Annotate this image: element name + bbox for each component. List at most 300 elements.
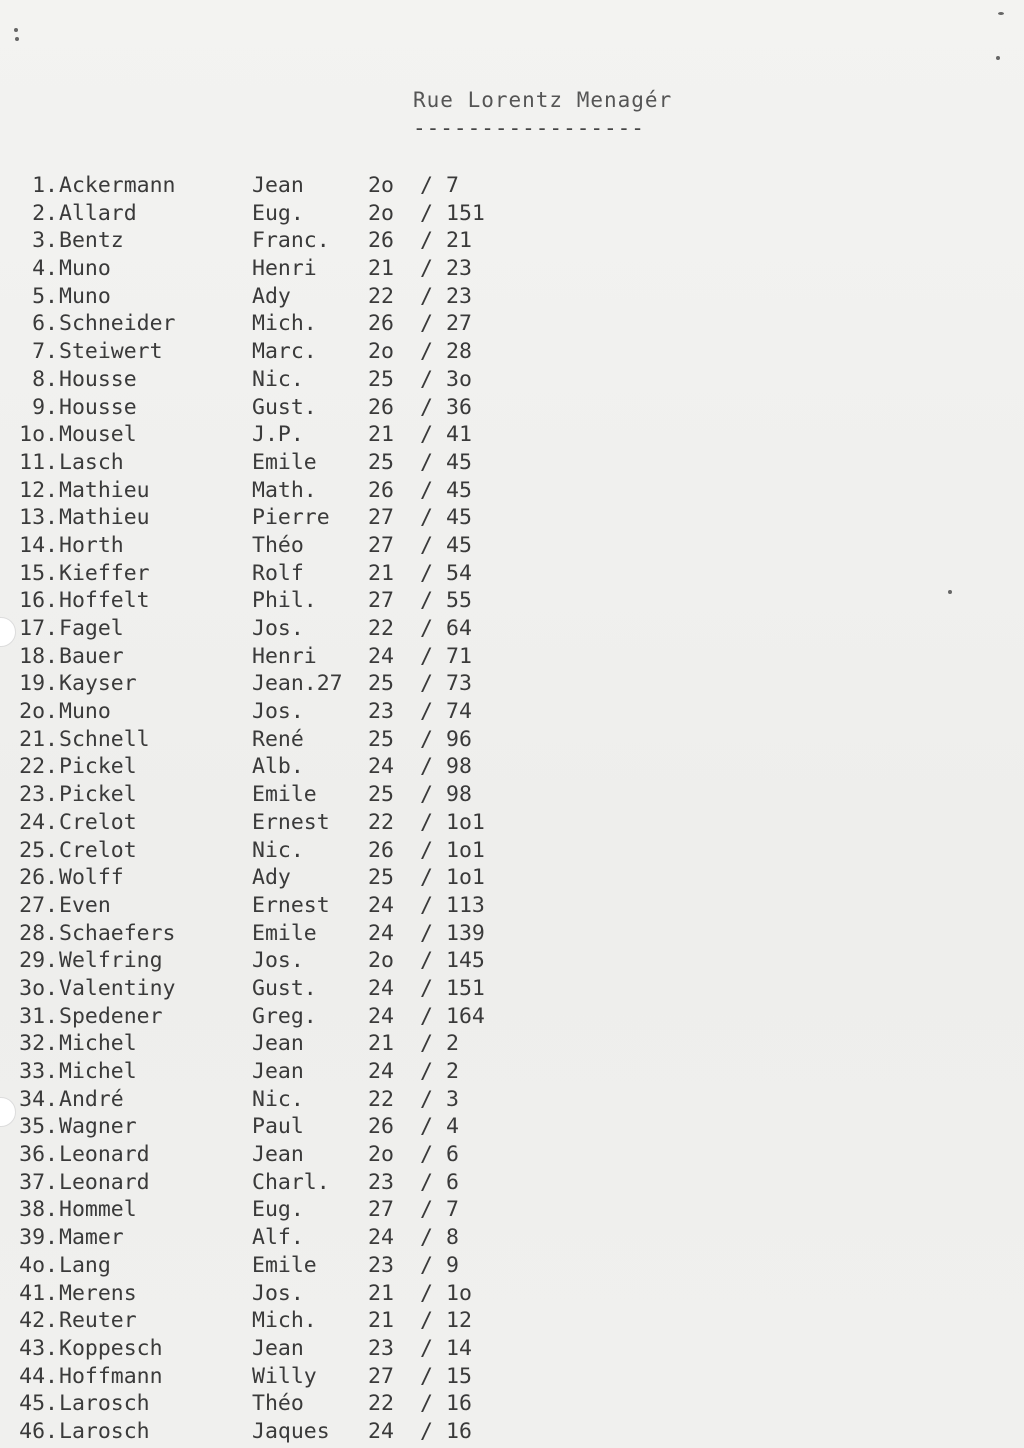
entry-number: 37. [19,1169,58,1195]
entry-separator: / [420,1252,433,1278]
list-item [0,504,560,532]
entry-house-number: 45 [446,505,472,531]
entry-house-number: 71 [446,643,472,669]
entry-surname: Even [59,892,111,918]
entry-firstname: Nic. [252,366,304,392]
entry-separator: / [420,699,433,725]
entry-house-number: 28 [446,339,472,365]
list-item [0,1335,560,1363]
entry-house-number: 98 [446,782,472,808]
entry-number: 19. [19,671,58,697]
entry-separator: / [420,1059,433,1084]
entry-house-number: 74 [446,699,472,725]
entry-separator: / [420,1280,433,1306]
entry-separator: / [420,1308,433,1334]
entry-firstname: Mich. [252,1308,317,1334]
entry-firstname: Jean [252,1335,304,1361]
entry-house-number: 1o [446,1280,472,1306]
entry-surname: Steiwert [59,339,163,365]
entry-age: 21 [368,256,394,282]
list-item [0,283,560,311]
entry-number: 46. [19,1418,58,1444]
entry-house-number: 15 [446,1363,472,1389]
entry-number: 38. [19,1197,58,1223]
entry-house-number: 27 [446,311,472,337]
entry-separator: / [420,1086,433,1112]
entry-age: 2o [368,173,394,198]
entry-number: 31. [19,1003,58,1029]
entry-firstname: Ernest [252,809,330,835]
entry-firstname: Jos. [252,616,304,641]
entry-firstname: Charl. [252,1169,330,1195]
entry-age: 24 [368,1225,394,1251]
entry-surname: Crelot [59,809,137,835]
entry-surname: Mamer [59,1225,124,1251]
list-item [0,837,560,865]
entry-number: 33. [19,1059,58,1084]
ink-speck [15,37,19,41]
entry-number: 17. [19,616,58,641]
entry-surname: Fagel [59,616,124,641]
list-item [0,947,560,975]
entry-house-number: 36 [446,394,472,420]
entry-firstname: Emile [252,449,317,475]
entry-age: 26 [368,1114,394,1140]
entry-number: 44. [19,1363,58,1389]
entry-separator: / [420,920,433,946]
list-item [0,1003,560,1031]
entry-firstname: Ady [252,865,291,891]
entry-separator: / [420,560,433,586]
ink-speck [948,590,952,594]
entry-surname: Leonard [59,1142,150,1168]
entry-separator: / [420,892,433,918]
list-item [0,670,560,698]
entry-surname: Pickel [59,782,137,808]
entry-number: 24. [19,809,58,835]
entry-surname: Allard [59,200,137,226]
entry-separator: / [420,948,433,974]
list-item [0,1030,560,1058]
entry-firstname: Emile [252,782,317,808]
entry-age: 24 [368,1418,394,1444]
entry-house-number: 16 [446,1391,472,1417]
entry-house-number: 3o [446,366,472,392]
entry-firstname: Jean.27 [252,671,343,697]
entry-number: 18. [19,643,58,669]
list-item [0,1252,560,1280]
list-item [0,1058,560,1086]
entry-house-number: 16 [446,1418,472,1444]
entry-number: 26. [19,865,58,891]
entry-surname: Horth [59,532,124,558]
entry-house-number: 1o1 [446,865,485,891]
entry-number: 9. [32,394,58,420]
entry-number: 21. [19,726,58,752]
entry-separator: / [420,616,433,641]
entry-surname: Ackermann [59,173,176,198]
entry-house-number: 98 [446,754,472,780]
entry-house-number: 45 [446,477,472,503]
entry-house-number: 4 [446,1114,459,1140]
entry-separator: / [420,339,433,365]
list-item [0,587,560,615]
list-item [0,892,560,920]
entry-age: 26 [368,228,394,254]
entry-separator: / [420,754,433,780]
entry-separator: / [420,1003,433,1029]
entry-separator: / [420,1031,433,1057]
entry-age: 27 [368,532,394,558]
entry-firstname: Eug. [252,1197,304,1223]
entry-separator: / [420,200,433,226]
list-item [0,532,560,560]
entry-number: 32. [19,1031,58,1057]
entry-separator: / [420,1197,433,1223]
entry-surname: Larosch [59,1391,150,1417]
list-item [0,643,560,671]
list-item [0,1280,560,1308]
entry-number: 39. [19,1225,58,1251]
entry-firstname: Paul [252,1114,304,1140]
entry-surname: Crelot [59,837,137,863]
document-title: Rue Lorentz Menagér [413,88,673,112]
entry-house-number: 73 [446,671,472,697]
entry-number: 7. [32,339,58,365]
entry-firstname: Nic. [252,837,304,863]
list-item [0,310,560,338]
entry-age: 25 [368,726,394,752]
entry-surname: Merens [59,1280,137,1306]
entry-separator: / [420,837,433,863]
ink-speck [14,28,18,32]
entry-surname: Michel [59,1059,137,1084]
entry-surname: Bentz [59,228,124,254]
entry-surname: Lasch [59,449,124,475]
list-item [0,366,560,394]
entry-separator: / [420,228,433,254]
entry-separator: / [420,1225,433,1251]
entry-age: 21 [368,1031,394,1057]
entry-age: 2o [368,200,394,226]
entry-age: 27 [368,1197,394,1223]
list-item [0,615,560,643]
entry-number: 45. [19,1391,58,1417]
entry-house-number: 7 [446,173,459,198]
entry-separator: / [420,1142,433,1168]
entry-number: 42. [19,1308,58,1334]
entry-age: 22 [368,1086,394,1112]
list-item [0,809,560,837]
entry-house-number: 45 [446,449,472,475]
entry-firstname: Jean [252,1031,304,1057]
entry-age: 24 [368,975,394,1001]
entry-surname: Michel [59,1031,137,1057]
entry-surname: Housse [59,366,137,392]
entry-separator: / [420,256,433,282]
entry-surname: Koppesch [59,1335,163,1361]
entry-house-number: 2 [446,1059,459,1084]
entry-separator: / [420,975,433,1001]
entry-number: 11. [19,449,58,475]
entry-number: 4. [32,256,58,282]
entry-firstname: Jos. [252,699,304,725]
entry-age: 21 [368,1308,394,1334]
entry-surname: Hoffmann [59,1363,163,1389]
entry-separator: / [420,726,433,752]
entry-house-number: 12 [446,1308,472,1334]
entry-number: 41. [19,1280,58,1306]
entry-number: 22. [19,754,58,780]
entry-number: 29. [19,948,58,974]
entry-house-number: 8 [446,1225,459,1251]
entry-firstname: Jean [252,1142,304,1168]
entry-number: 8. [32,366,58,392]
entry-firstname: Math. [252,477,317,503]
list-item [0,1086,560,1114]
list-item [0,1196,560,1224]
entry-firstname: Emile [252,920,317,946]
entry-number: 15. [19,560,58,586]
entry-house-number: 7 [446,1197,459,1223]
entry-separator: / [420,1418,433,1444]
entry-surname: Larosch [59,1418,150,1444]
entry-firstname: Théo [252,532,304,558]
entry-surname: Hommel [59,1197,137,1223]
entry-separator: / [420,283,433,309]
list-item [0,172,560,200]
entry-age: 22 [368,1391,394,1417]
list-item [0,560,560,588]
list-item [0,864,560,892]
entry-age: 26 [368,837,394,863]
entry-number: 23. [19,782,58,808]
list-item [0,1169,560,1197]
entry-house-number: 96 [446,726,472,752]
entry-age: 27 [368,1363,394,1389]
entry-age: 21 [368,422,394,448]
entry-separator: / [420,782,433,808]
entry-number: 28. [19,920,58,946]
entry-number: 27. [19,892,58,918]
entry-number: 16. [19,588,58,614]
entry-firstname: Ernest [252,892,330,918]
list-item [0,1113,560,1141]
entry-age: 2o [368,1142,394,1168]
list-item [0,200,560,228]
entry-separator: / [420,809,433,835]
entry-house-number: 41 [446,422,472,448]
entry-surname: Kieffer [59,560,150,586]
entry-age: 22 [368,283,394,309]
entry-age: 25 [368,449,394,475]
entry-number: 36. [19,1142,58,1168]
list-item [0,726,560,754]
title-underline: ----------------- [413,116,645,140]
entry-number: 12. [19,477,58,503]
entry-house-number: 21 [446,228,472,254]
entry-surname: Reuter [59,1308,137,1334]
entry-age: 23 [368,1335,394,1361]
entry-firstname: Jean [252,173,304,198]
entry-separator: / [420,1114,433,1140]
entry-surname: Valentiny [59,975,176,1001]
entry-firstname: Jos. [252,1280,304,1306]
entry-number: 1. [32,173,58,198]
entry-separator: / [420,173,433,198]
entry-number: 34. [19,1086,58,1112]
entry-number: 3. [32,228,58,254]
entry-firstname: Alf. [252,1225,304,1251]
entry-separator: / [420,671,433,697]
entry-number: 4o. [19,1252,58,1278]
entry-age: 22 [368,616,394,641]
entry-age: 26 [368,477,394,503]
ink-speck [996,56,1000,60]
list-item [0,338,560,366]
entry-age: 2o [368,339,394,365]
entry-firstname: Mich. [252,311,317,337]
entry-firstname: Phil. [252,588,317,614]
entry-house-number: 164 [446,1003,485,1029]
entry-house-number: 2 [446,1031,459,1057]
entry-house-number: 55 [446,588,472,614]
entry-house-number: 113 [446,892,485,918]
list-item [0,975,560,1003]
list-item [0,920,560,948]
entry-age: 22 [368,809,394,835]
entry-house-number: 23 [446,283,472,309]
entry-surname: Muno [59,699,111,725]
list-item [0,1307,560,1335]
entry-age: 25 [368,782,394,808]
entry-separator: / [420,366,433,392]
entry-house-number: 1o1 [446,837,485,863]
entry-firstname: Pierre [252,505,330,531]
entry-firstname: Greg. [252,1003,317,1029]
entry-surname: Schneider [59,311,176,337]
entry-separator: / [420,505,433,531]
entry-firstname: Willy [252,1363,317,1389]
entry-surname: Mathieu [59,505,150,531]
entry-separator: / [420,449,433,475]
entry-number: 3o. [19,975,58,1001]
entry-surname: Hoffelt [59,588,150,614]
entry-firstname: Henri [252,256,317,282]
entry-age: 27 [368,505,394,531]
entry-separator: / [420,311,433,337]
entry-house-number: 145 [446,948,485,974]
entry-age: 24 [368,892,394,918]
entry-separator: / [420,422,433,448]
entry-surname: Bauer [59,643,124,669]
entry-age: 23 [368,1169,394,1195]
list-item [0,1141,560,1169]
entry-firstname: Théo [252,1391,304,1417]
entry-number: 43. [19,1335,58,1361]
entry-separator: / [420,1169,433,1195]
entry-surname: Schnell [59,726,150,752]
list-item [0,698,560,726]
entry-firstname: Gust. [252,975,317,1001]
entry-surname: Leonard [59,1169,150,1195]
entry-surname: Lang [59,1252,111,1278]
entry-separator: / [420,865,433,891]
entry-house-number: 151 [446,200,485,226]
list-item [0,753,560,781]
entry-age: 24 [368,754,394,780]
entry-age: 23 [368,1252,394,1278]
list-item [0,421,560,449]
entry-surname: Welfring [59,948,163,974]
entry-age: 27 [368,588,394,614]
entry-age: 21 [368,560,394,586]
entry-house-number: 3 [446,1086,459,1112]
entry-firstname: Franc. [252,228,330,254]
entry-surname: Housse [59,394,137,420]
entry-firstname: Alb. [252,754,304,780]
entry-surname: Mousel [59,422,137,448]
entry-separator: / [420,1363,433,1389]
entry-house-number: 54 [446,560,472,586]
entry-number: 13. [19,505,58,531]
entry-age: 26 [368,311,394,337]
entry-house-number: 151 [446,975,485,1001]
entry-firstname: J.P. [252,422,304,448]
list-item [0,227,560,255]
entry-age: 26 [368,394,394,420]
entry-house-number: 64 [446,616,472,641]
entry-surname: Schaefers [59,920,176,946]
entry-house-number: 139 [446,920,485,946]
entry-house-number: 6 [446,1169,459,1195]
entry-surname: Spedener [59,1003,163,1029]
entry-surname: Muno [59,283,111,309]
entry-age: 23 [368,699,394,725]
entry-separator: / [420,532,433,558]
entry-age: 2o [368,948,394,974]
entry-firstname: Eug. [252,200,304,226]
entry-number: 25. [19,837,58,863]
entry-number: 2o. [19,699,58,725]
entry-number: 14. [19,532,58,558]
entry-age: 24 [368,1003,394,1029]
list-item [0,1224,560,1252]
resident-list [0,172,560,1446]
entry-surname: Pickel [59,754,137,780]
entry-house-number: 9 [446,1252,459,1278]
entry-age: 24 [368,643,394,669]
entry-age: 25 [368,671,394,697]
entry-firstname: Henri [252,643,317,669]
entry-firstname: Marc. [252,339,317,365]
entry-house-number: 23 [446,256,472,282]
entry-surname: André [59,1086,124,1112]
entry-firstname: Gust. [252,394,317,420]
entry-surname: Wolff [59,865,124,891]
entry-firstname: Ady [252,283,291,309]
entry-age: 21 [368,1280,394,1306]
list-item [0,255,560,283]
entry-separator: / [420,1335,433,1361]
list-item [0,1390,560,1418]
entry-separator: / [420,394,433,420]
entry-surname: Wagner [59,1114,137,1140]
entry-firstname: Rolf [252,560,304,586]
entry-firstname: Jos. [252,948,304,974]
list-item [0,394,560,422]
entry-house-number: 1o1 [446,809,485,835]
